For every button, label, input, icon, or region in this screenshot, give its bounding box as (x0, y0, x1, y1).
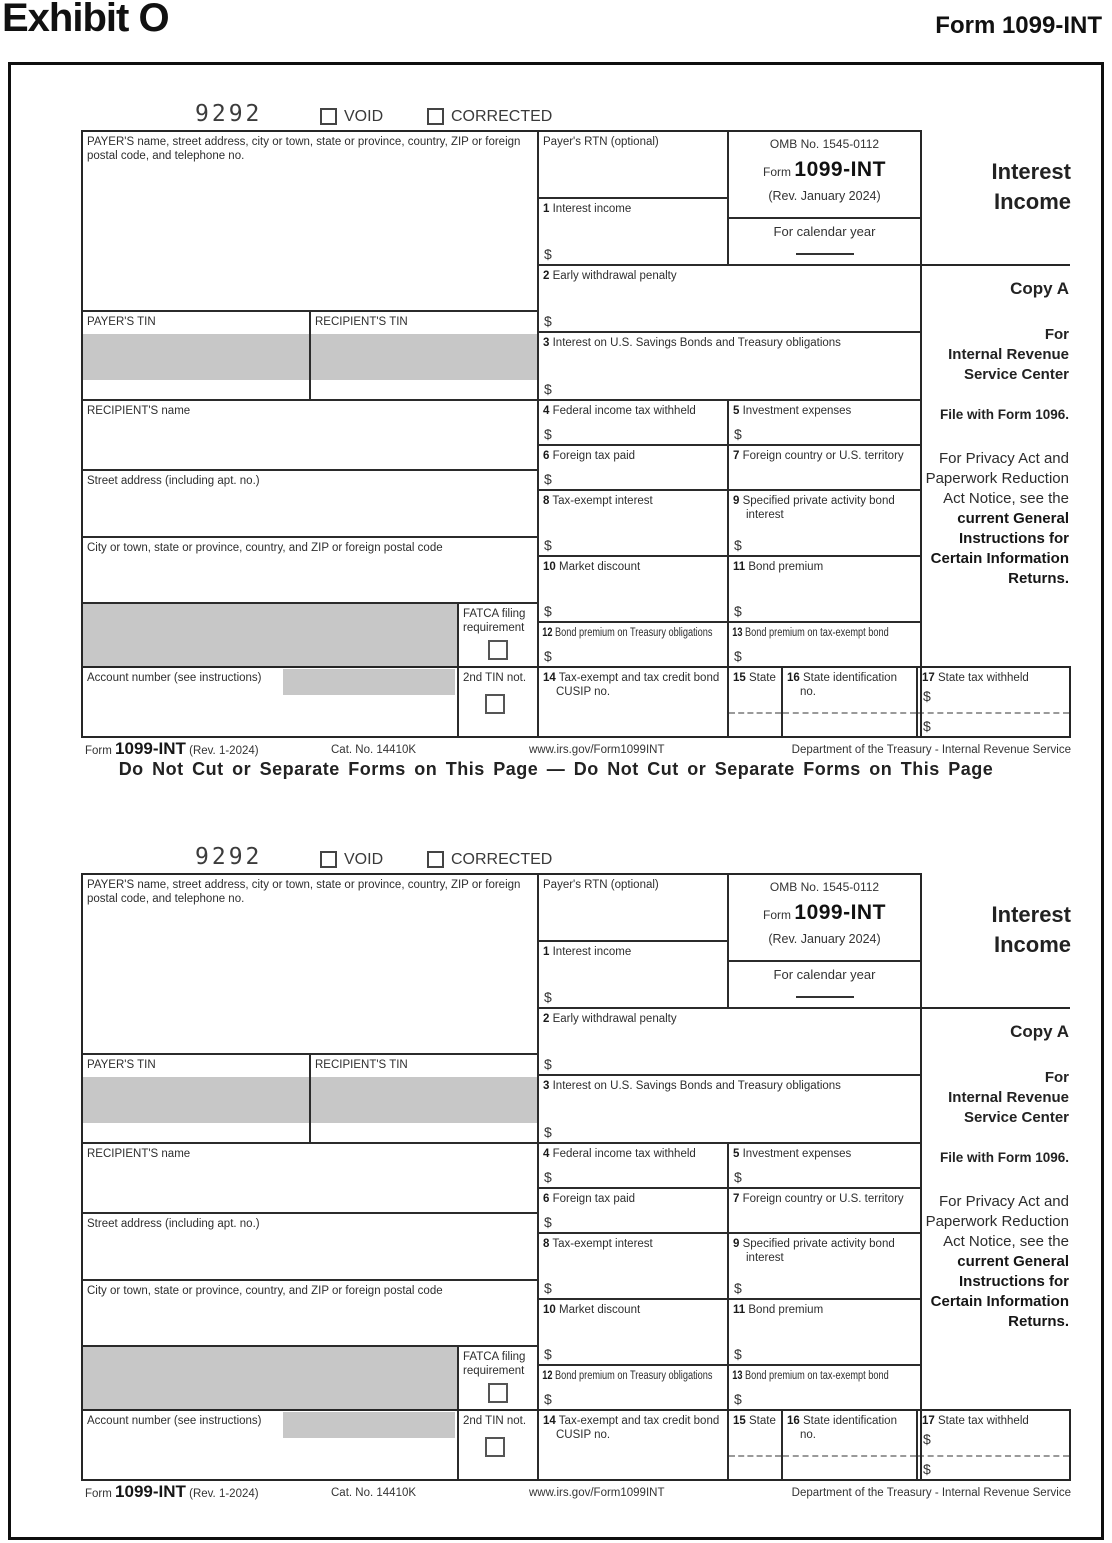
for-irs-center-text: For Internal Revenue Service Center (948, 1069, 1069, 1126)
payer-name-address-field[interactable] (82, 874, 538, 1054)
form-reference: Form 1099-INT (935, 12, 1102, 39)
recipient-name-label: RECIPIENT'S name (87, 1148, 191, 1160)
calendar-year-blank[interactable] (796, 996, 854, 998)
dollar-sign: $ (734, 426, 742, 442)
corrected-checkbox[interactable] (427, 851, 444, 868)
city-state-zip-label: City or town, state or province, country, and ZIP or foreign postal code (87, 1285, 443, 1297)
dollar-sign: $ (544, 648, 552, 664)
revision-label: (Rev. January 2024) (768, 932, 881, 946)
dollar-sign: $ (544, 1391, 552, 1407)
dollar-sign: $ (544, 1124, 552, 1140)
payer-tin-label: PAYER'S TIN (87, 1059, 156, 1071)
do-not-cut-divider: Do Not Cut or Separate Forms on This Page — Do Not Cut or Separate Forms on This Page (118, 759, 994, 779)
void-checkbox[interactable] (320, 108, 337, 125)
city-state-zip-label: City or town, state or province, country, and ZIP or foreign postal code (87, 542, 443, 554)
form-title: Interest Income (991, 159, 1071, 214)
dollar-sign: $ (544, 1280, 552, 1296)
payer-tin-field[interactable] (82, 1054, 310, 1143)
recipient-tin-field[interactable] (310, 1054, 538, 1143)
exhibit-title: Exhibit O (2, 0, 169, 40)
recipient-name-label: RECIPIENT'S name (87, 405, 191, 417)
account-number-label: Account number (see instructions) (87, 1415, 262, 1427)
dollar-sign: $ (734, 648, 742, 664)
recipient-tin-input-area[interactable] (311, 334, 537, 380)
right-column-divider (921, 1007, 1070, 1009)
box-17-state-tax-withheld[interactable]: 17 State tax withheld $ $ (917, 667, 1070, 737)
dollar-sign: $ (923, 1431, 931, 1447)
omb-form-block (728, 131, 921, 218)
box-1-interest-income[interactable] (538, 941, 728, 1008)
fatca-label: FATCA filing requirement (463, 1351, 526, 1378)
box-3-savings-bonds-interest[interactable]: 3 Interest on U.S. Savings Bonds and Treasury obligations $ (538, 1075, 921, 1143)
box-2-early-withdrawal-penalty[interactable]: 2 Early withdrawal penalty $ (538, 265, 921, 332)
dollar-sign: $ (734, 1280, 742, 1296)
footer-irs-url: www.irs.gov/Form1099INT (529, 1487, 665, 1499)
calendar-year-label: For calendar year (773, 967, 876, 982)
privacy-act-notice: For Privacy Act and Paperwork Reduction Act Notice, see the current General Instructions for Certain Information Returns. (925, 450, 1069, 587)
copy-a-label: Copy A (1010, 279, 1069, 298)
account-number-label: Account number (see instructions) (87, 672, 262, 684)
calendar-year-blank[interactable] (796, 253, 854, 255)
box-11-bond-premium[interactable]: 11 Bond premium $ (728, 556, 921, 622)
footer-irs-url: www.irs.gov/Form1099INT (529, 744, 665, 756)
shaded-block (82, 1346, 458, 1410)
box-16-state-id-number[interactable]: 16 State identification no. (782, 667, 917, 737)
dollar-sign: $ (544, 603, 552, 619)
street-address-field[interactable] (82, 470, 538, 537)
payer-name-address-field[interactable] (82, 131, 538, 311)
payer-rtn-label: Payer's RTN (optional) (543, 136, 659, 148)
city-state-zip-field[interactable] (82, 537, 538, 603)
void-label: VOID (344, 108, 384, 125)
box-6-foreign-tax-paid[interactable]: 6 Foreign tax paid $ (538, 1188, 728, 1233)
form-sheet (8, 62, 1104, 1540)
box-5-investment-expenses[interactable]: 5 Investment expenses $ (728, 1143, 921, 1188)
corrected-label: CORRECTED (451, 851, 553, 868)
dollar-sign: $ (734, 537, 742, 553)
privacy-act-notice: For Privacy Act and Paperwork Reduction Act Notice, see the current General Instructions for Certain Information Returns. (925, 1193, 1069, 1330)
box-10-market-discount[interactable]: 10 Market discount $ (538, 556, 728, 622)
fatca-label: FATCA filing requirement (463, 608, 526, 635)
dollar-sign: $ (544, 537, 552, 553)
form-word: Form (763, 165, 792, 179)
form-copy-bottom (11, 846, 1095, 1508)
box-6-foreign-tax-paid[interactable]: 6 Foreign tax paid $ (538, 445, 728, 490)
right-column-divider (921, 264, 1070, 266)
dollar-sign: $ (734, 1391, 742, 1407)
footer-form-id: Form 1099-INT (Rev. 1-2024) (85, 1482, 259, 1501)
file-with-1096-text: File with Form 1096. (939, 407, 1069, 422)
account-number-input-area[interactable] (283, 1412, 455, 1438)
box-7-foreign-country[interactable]: 7 Foreign country or U.S. territory (728, 445, 921, 490)
print-code: 9292 (195, 844, 263, 870)
box-13-bond-premium-tax-exempt[interactable]: 13 Bond premium on tax-exempt bond $ (728, 622, 921, 667)
dollar-sign: $ (544, 246, 552, 262)
for-irs-center-text: For Internal Revenue Service Center (948, 326, 1069, 383)
box-label: Interest income (552, 946, 632, 958)
calendar-year-label: For calendar year (773, 224, 876, 239)
dollar-sign: $ (544, 989, 552, 1005)
dollar-sign: $ (544, 1346, 552, 1362)
entry-divider (783, 712, 916, 714)
payer-tin-label: PAYER'S TIN (87, 316, 156, 328)
footer-form-id: Form 1099-INT (Rev. 1-2024) (85, 739, 259, 758)
box-5-investment-expenses[interactable]: 5 Investment expenses $ (728, 400, 921, 445)
payer-name-address-label: PAYER'S name, street address, city or town, state or province, country, ZIP or foreign postal code, and telephone no. (87, 879, 521, 906)
box-1-interest-income[interactable] (538, 198, 728, 265)
recipient-name-field[interactable] (82, 400, 538, 470)
box-17-state-tax-withheld[interactable]: 17 State tax withheld $ $ (917, 1410, 1070, 1480)
box-15-state[interactable]: 15 State (728, 1410, 782, 1480)
omb-number: OMB No. 1545-0112 (769, 137, 880, 151)
recipient-name-field[interactable] (82, 1143, 538, 1213)
payer-rtn-field[interactable] (538, 131, 728, 198)
fatca-checkbox[interactable] (488, 1383, 508, 1403)
form-number: 1099-INT (794, 158, 886, 181)
recipient-tin-input-area[interactable] (311, 1077, 537, 1123)
dollar-sign: $ (544, 471, 552, 487)
file-with-1096-text: File with Form 1096. (939, 1150, 1069, 1165)
dollar-sign: $ (923, 688, 931, 704)
recipient-tin-label: RECIPIENT'S TIN (315, 316, 408, 328)
box-10-market-discount[interactable]: 10 Market discount $ (538, 1299, 728, 1365)
dollar-sign: $ (923, 718, 931, 734)
box-13-bond-premium-tax-exempt[interactable]: 13 Bond premium on tax-exempt bond $ (728, 1365, 921, 1410)
payer-tin-input-area[interactable] (83, 334, 309, 380)
form-copy-top (11, 103, 1095, 765)
footer-catalog-number: Cat. No. 14410K (331, 744, 417, 756)
box-3-savings-bonds-interest[interactable]: 3 Interest on U.S. Savings Bonds and Treasury obligations $ (538, 332, 921, 400)
print-code: 9292 (195, 101, 263, 127)
form-number: 1099-INT (794, 901, 886, 924)
box-14-cusip-number[interactable]: 14 Tax-exempt and tax credit bond CUSIP no. (538, 667, 728, 737)
second-tin-label: 2nd TIN not. (463, 1415, 527, 1427)
account-number-field[interactable] (82, 667, 458, 737)
box-11-bond-premium[interactable]: 11 Bond premium $ (728, 1299, 921, 1365)
box-7-foreign-country[interactable]: 7 Foreign country or U.S. territory (728, 1188, 921, 1233)
payer-tin-input-area[interactable] (83, 1077, 309, 1123)
street-address-field[interactable] (82, 1213, 538, 1280)
box-12-bond-premium-treasury[interactable]: 12 Bond premium on Treasury obligations $ (538, 1365, 728, 1410)
recipient-tin-field[interactable] (310, 311, 538, 400)
box-label: Interest income (552, 203, 632, 215)
corrected-checkbox[interactable] (427, 108, 444, 125)
page-header (0, 0, 1112, 60)
box-9-private-activity-bond-interest[interactable]: 9 Specified private activity bond interest $ (728, 1233, 921, 1299)
box-2-early-withdrawal-penalty[interactable]: 2 Early withdrawal penalty $ (538, 1008, 921, 1075)
entry-divider (918, 1455, 1069, 1457)
calendar-year-field[interactable] (728, 961, 921, 1008)
city-state-zip-field[interactable] (82, 1280, 538, 1346)
dollar-sign: $ (544, 1169, 552, 1185)
dollar-sign: $ (734, 1169, 742, 1185)
omb-form-block (728, 874, 921, 961)
copy-a-label: Copy A (1010, 1022, 1069, 1041)
entry-divider (918, 712, 1069, 714)
box-8-tax-exempt-interest[interactable]: 8 Tax-exempt interest $ (538, 1233, 728, 1299)
dollar-sign: $ (544, 1214, 552, 1230)
dollar-sign: $ (923, 1461, 931, 1477)
second-tin-checkbox[interactable] (485, 694, 505, 714)
box-4-federal-tax-withheld[interactable]: 4 Federal income tax withheld $ (538, 1143, 728, 1188)
payer-rtn-label: Payer's RTN (optional) (543, 879, 659, 891)
box-15-state[interactable]: 15 State (728, 667, 782, 737)
dollar-sign: $ (734, 603, 742, 619)
account-number-field[interactable] (82, 1410, 458, 1480)
fatca-field[interactable] (458, 1346, 538, 1410)
box-number: 1 (543, 203, 550, 215)
form-title: Interest Income (991, 902, 1071, 957)
fatca-field[interactable] (458, 603, 538, 667)
box-number: 1 (543, 946, 550, 958)
street-address-label: Street address (including apt. no.) (87, 1218, 260, 1230)
dollar-sign: $ (544, 313, 552, 329)
recipient-tin-label: RECIPIENT'S TIN (315, 1059, 408, 1071)
dollar-sign: $ (544, 426, 552, 442)
second-tin-label: 2nd TIN not. (463, 672, 527, 684)
void-label: VOID (344, 851, 384, 868)
entry-divider (783, 1455, 916, 1457)
shaded-block (82, 603, 458, 667)
dollar-sign: $ (544, 1056, 552, 1072)
second-tin-field[interactable] (458, 667, 538, 737)
footer-department: Department of the Treasury - Internal Revenue Service (791, 744, 1071, 756)
payer-rtn-field[interactable] (538, 874, 728, 941)
second-tin-field[interactable] (458, 1410, 538, 1480)
omb-number: OMB No. 1545-0112 (769, 880, 880, 894)
dollar-sign: $ (734, 1346, 742, 1362)
box-8-tax-exempt-interest[interactable]: 8 Tax-exempt interest $ (538, 490, 728, 556)
calendar-year-field[interactable] (728, 218, 921, 265)
corrected-label: CORRECTED (451, 108, 553, 125)
box-12-bond-premium-treasury[interactable]: 12 Bond premium on Treasury obligations $ (538, 622, 728, 667)
form-word: Form (763, 908, 792, 922)
entry-divider (729, 712, 781, 714)
box-14-cusip-number[interactable]: 14 Tax-exempt and tax credit bond CUSIP no. (538, 1410, 728, 1480)
void-checkbox[interactable] (320, 851, 337, 868)
street-address-label: Street address (including apt. no.) (87, 475, 260, 487)
entry-divider (729, 1455, 781, 1457)
fatca-checkbox[interactable] (488, 640, 508, 660)
box-9-private-activity-bond-interest[interactable]: 9 Specified private activity bond interest $ (728, 490, 921, 556)
payer-tin-field[interactable] (82, 311, 310, 400)
dollar-sign: $ (544, 381, 552, 397)
second-tin-checkbox[interactable] (485, 1437, 505, 1457)
account-number-input-area[interactable] (283, 669, 455, 695)
revision-label: (Rev. January 2024) (768, 189, 881, 203)
box-4-federal-tax-withheld[interactable]: 4 Federal income tax withheld $ (538, 400, 728, 445)
payer-name-address-label: PAYER'S name, street address, city or town, state or province, country, ZIP or foreign postal code, and telephone no. (87, 136, 521, 163)
box-16-state-id-number[interactable]: 16 State identification no. (782, 1410, 917, 1480)
footer-catalog-number: Cat. No. 14410K (331, 1487, 417, 1499)
footer-department: Department of the Treasury - Internal Revenue Service (791, 1487, 1071, 1499)
